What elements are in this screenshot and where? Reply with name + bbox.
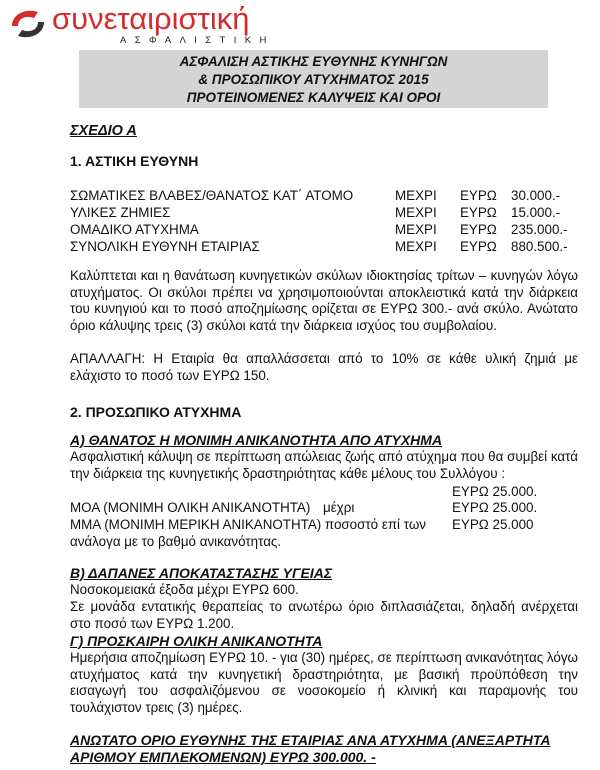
liability-currency: ΕΥΡΩ — [460, 239, 497, 254]
max-liability-line2: ΑΡΙΘΜΟΥ ΕΜΠΛΕΚΟΜΕΝΩΝ) ΕΥΡΩ 300.000. - — [70, 749, 376, 765]
death-amount: ΕΥΡΩ 25.000. — [452, 484, 538, 499]
logo-brand: συνεταιριστική — [52, 1, 250, 36]
liability-amount: 30.000.- — [511, 188, 561, 203]
moa-label: ΜΟΑ (ΜΟΝΙΜΗ ΟΛΙΚΗ ΑΝΙΚΑΝΟΤΗΤΑ) — [70, 500, 311, 515]
liability-currency: ΕΥΡΩ — [460, 205, 497, 220]
company-logo-icon — [6, 4, 50, 44]
liability-limit: ΜΕΧΡΙ — [395, 188, 437, 203]
liability-limit: ΜΕΧΡΙ — [395, 205, 437, 220]
liability-label: ΟΜΑΔΙΚΟ ΑΤΥΧΗΜΑ — [70, 222, 199, 237]
deductible-paragraph: ΑΠΑΛΛΑΓΗ: Η Εταιρία θα απαλλάσσεται από το 10% σε κάθε υλική ζημιά με ελάχιστο το ποσό των ΕΥΡΩ 150. — [70, 351, 578, 383]
liability-label: ΣΩΜΑΤΙΚΕΣ ΒΛΑΒΕΣ/ΘΑΝΑΤΟΣ ΚΑΤ΄ ΑΤΟΜΟ — [70, 188, 354, 203]
liability-amount: 880.500.- — [511, 239, 568, 254]
plan-heading: ΣΧΕΔΙΟ Α — [70, 123, 137, 139]
subsection-a-text: Ασφαλιστική κάλυψη σε περίπτωση απώλειας ζωής από ατύχημα που θα συμβεί κατά την διάρκεια της κυνηγετικής δραστηριότητας κάθε μέλους του Συλλόγου : — [70, 449, 578, 481]
mma-amount: ΕΥΡΩ 25.000 — [452, 517, 534, 532]
subsection-c-heading: Γ) ΠΡΟΣΚΑΙΡΗ ΟΛΙΚΗ ΑΝΙΚΑΝΟΤΗΤΑ — [70, 633, 323, 649]
liability-limit: ΜΕΧΡΙ — [395, 239, 437, 254]
mma-continuation: ανάλογα με το βαθμό ανικανότητας. — [70, 534, 282, 549]
liability-label: ΥΛΙΚΕΣ ΖΗΜΙΕΣ — [70, 205, 171, 220]
title-line-1: ΑΣΦΑΛΙΣΗ ΑΣΤΙΚΗΣ ΕΥΘΥΝΗΣ ΚΥΝΗΓΩΝ — [179, 54, 448, 69]
liability-limit: ΜΕΧΡΙ — [395, 222, 437, 237]
moa-amount: ΕΥΡΩ 25.000. — [452, 500, 538, 515]
title-line-2: & ΠΡΟΣΩΠΙΚΟΥ ΑΤΥΧΗΜΑΤΟΣ 2015 — [198, 72, 429, 87]
liability-label: ΣΥΝΟΛΙΚΗ ΕΥΘΥΝΗ ΕΤΑΙΡΙΑΣ — [70, 239, 260, 254]
subsection-b-line2: Σε μονάδα εντατικής θεραπείας το ανωτέρω όριο διπλασιάζεται, δηλαδή ανέρχεται στο ποσό των ΕΥΡΩ 1.200. — [70, 599, 578, 631]
subsection-b-line1: Νοσοκομειακά έξοδα μέχρι ΕΥΡΩ 600. — [70, 582, 299, 597]
liability-amount: 15.000.- — [511, 205, 561, 220]
section2-heading: 2. ΠΡΟΣΩΠΙΚΟ ΑΤΥΧΗΜΑ — [70, 404, 242, 420]
moa-limit: μέχρι — [323, 500, 355, 515]
liability-currency: ΕΥΡΩ — [460, 188, 497, 203]
logo-subtitle: ΑΣΦΑΛΙΣΤΙΚΗ — [120, 35, 275, 46]
liability-currency: ΕΥΡΩ — [460, 222, 497, 237]
max-liability-line1: ΑΝΩΤΑΤΟ ΟΡΙΟ ΕΥΘΥΝΗΣ ΤΗΣ ΕΤΑΙΡΙΑΣ ΑΝΑ ΑΤΥΧΗΜΑ (ΑΝΕΞΑΡΤΗΤΑ — [70, 732, 551, 748]
dogs-coverage-paragraph: Καλύπτεται και η θανάτωση κυνηγετικών σκύλων ιδιοκτησίας τρίτων – κυνηγών λόγω ατυχήματος. Οι σκύλοι πρέπει να χρησιμοποιούνται αποκλειστικά κατά την διάρκεια του κυνηγιού και το ποσό αποζημίωσης ορίζεται σε ΕΥΡΩ 300.- ανά σκύλο. Ανώτατο όριο κάλυψης τρεις (3) σκύλοι κατά την διάρκεια ισχύος του συμβολαίου. — [70, 268, 578, 333]
subsection-c-text: Ημερήσια αποζημίωση ΕΥΡΩ 10. - για (30) ημέρες, σε περίπτωση ανικανότητας λόγω ατυχήματος κατά την κυνηγετική δραστηριότητα, με βασική προϋπόθεση την εισαγωγή του ασφαλιζόμενου σε νοσοκομείο ή κλινική και παραμονής του τουλάχιστον τρεις (3) ημέρες. — [70, 650, 578, 715]
mma-label: ΜΜΑ (ΜΟΝΙΜΗ ΜΕΡΙΚΗ ΑΝΙΚΑΝΟΤΗΤΑ) ποσοστό επί των — [70, 517, 427, 532]
section1-heading: 1. ΑΣΤΙΚΗ ΕΥΘΥΝΗ — [70, 153, 199, 169]
subsection-a-heading: Α) ΘΑΝΑΤΟΣ Η ΜΟΝΙΜΗ ΑΝΙΚΑΝΟΤΗΤΑ ΑΠΟ ΑΤΥΧΗΜΑ — [70, 432, 443, 448]
liability-amount: 235.000.- — [511, 222, 568, 237]
subsection-b-heading: Β) ΔΑΠΑΝΕΣ ΑΠΟΚΑΤΑΣΤΑΣΗΣ ΥΓΕΙΑΣ — [70, 565, 333, 581]
title-line-3: ΠΡΟΤΕΙΝΟΜΕΝΕΣ ΚΑΛΥΨΕΙΣ ΚΑΙ ΟΡΟΙ — [186, 90, 441, 105]
document-title-box — [79, 50, 548, 108]
